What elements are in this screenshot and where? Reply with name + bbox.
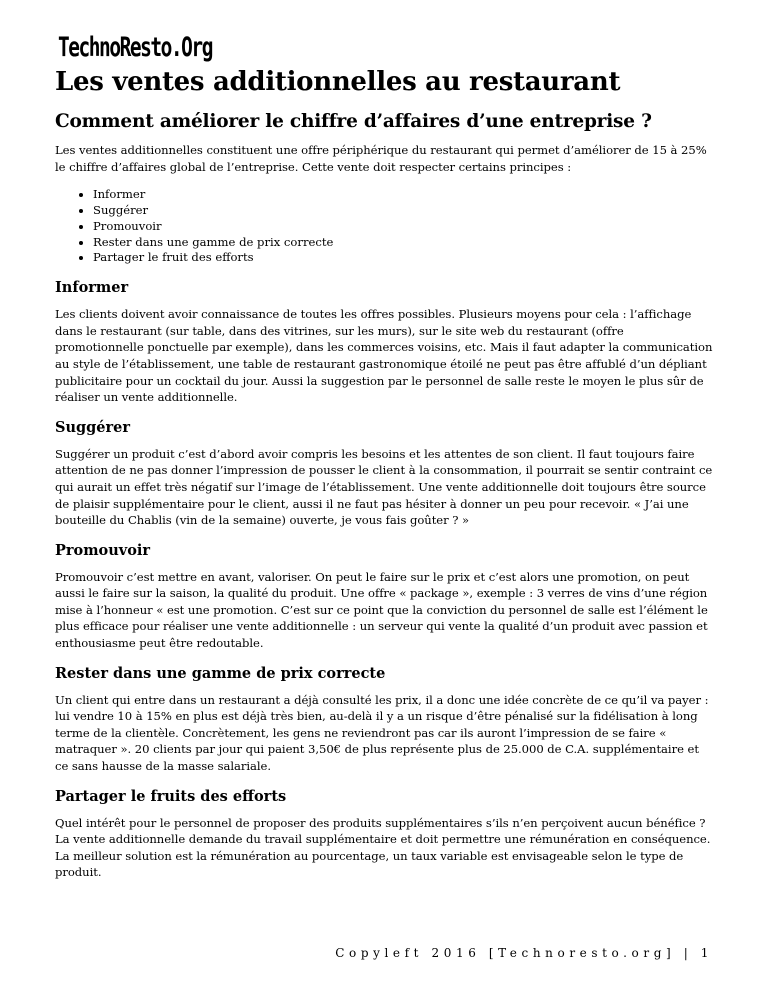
list-item: • Promouvoir (93, 219, 715, 235)
section-informer (55, 278, 715, 406)
section-body: Les clients doivent avoir connaissance de toutes les offres possibles. Plusieurs moyens pour cela : l’affichage dans le restaurant (sur table, dans des vitrines, sur les murs), sur le site web du restaurant (offre promotionnelle ponctuelle par exemple), dans les commerces voisins, etc. Mais il faut adapter la communication au style de l’établissement, une table de restaurant gastronomique étoilé ne peut pas être affublé d’un dépliant publicitaire pour un cocktail du jour. Aussi la suggestion par le personnel de salle reste le moyen le plus sûr de réaliser un vente additionnelle. (55, 307, 713, 405)
page-footer: Copyleft 2016 [Technoresto.org] | 1 (335, 946, 713, 960)
section-suggerer (55, 418, 715, 529)
section-gamme-de-prix (55, 664, 715, 775)
intro-paragraph: Les ventes additionnelles constituent une offre périphérique du restaurant qui permet d’améliorer de 15 à 25% le chiffre d’affaires global de l’entreprise. Cette vente doit respecter certains principes : (55, 143, 707, 174)
list-item: • Informer (93, 187, 715, 203)
principles-list (55, 187, 715, 266)
section-heading: Rester dans une gamme de prix correcte (55, 664, 386, 682)
section-promouvoir (55, 541, 715, 652)
list-item: • Partager le fruit des efforts (93, 250, 715, 266)
section-body: Suggérer un produit c’est d’abord avoir compris les besoins et les attentes de son client. Il faut toujours faire attention de ne pas donner l’impression de pousser le client à la consommation, il pourrait se sentir contraint ce qui aurait un effet très négatif sur l’image de l’établissement. Une vente additionnelle doit toujours être source de plaisir supplémentaire pour le client, aussi il ne faut pas hésiter à donner un peu pour recevoir. « J’ai une bouteille du Chablis (vin de la semaine) ouverte, je vous fais goûter ? » (55, 446, 713, 528)
section-body: Promouvoir c’est mettre en avant, valoriser. On peut le faire sur le prix et c’est alors une promotion, on peut aussi le faire sur la saison, la qualité du produit. Une offre « package », exemple : 3 verres de vins d’une région mise à l’honneur « est une promotion. C’est sur ce point que la conviction du personnel de salle est l’élément le plus efficace pour réaliser une vente additionnelle : un serveur qui vente la qualité d’un produit avec passion et enthousiasme peut être redoutable. (55, 569, 708, 651)
section-partager (55, 787, 715, 881)
section-body: Un client qui entre dans un restaurant a déjà consulté les prix, il a donc une idée concrète de ce qu’il va payer : lui vendre 10 à 15% en plus est déjà très bien, au-delà il y a un risque d’être pénalisé sur la fidélisation à long terme de la clientèle. Concrètement, les gens ne reviendront pas car ils auront l’impression de se faire « matraquer ». 20 clients par jour qui paient 3,50€ de plus représente plus de 25.000 de C.A. supplémentaire et ce sans hausse de la masse salariale. (55, 692, 709, 774)
page-title: Les ventes additionnelles au restaurant (55, 67, 621, 97)
section-heading: Suggérer (55, 418, 131, 436)
section-heading: Informer (55, 279, 129, 297)
list-item: • Rester dans une gamme de prix correcte (93, 235, 715, 251)
list-item: • Suggérer (93, 203, 715, 219)
document-page (55, 30, 715, 893)
section-heading: Partager le fruits des efforts (55, 787, 287, 805)
site-logo[interactable]: TechnoResto.Org (58, 32, 212, 63)
page-subtitle: Comment améliorer le chiffre d’affaires d’une entreprise ? (55, 111, 652, 132)
section-body: Quel intérêt pour le personnel de proposer des produits supplémentaires s’ils n’en perçoivent aucun bénéfice ? La vente additionnelle demande du travail supplémentaire et doit permettre une rémunération en conséquence. La meilleur solution est la rémunération au pourcentage, un taux variable est envisageable selon le type de produit. (55, 815, 711, 880)
section-heading: Promouvoir (55, 541, 151, 559)
